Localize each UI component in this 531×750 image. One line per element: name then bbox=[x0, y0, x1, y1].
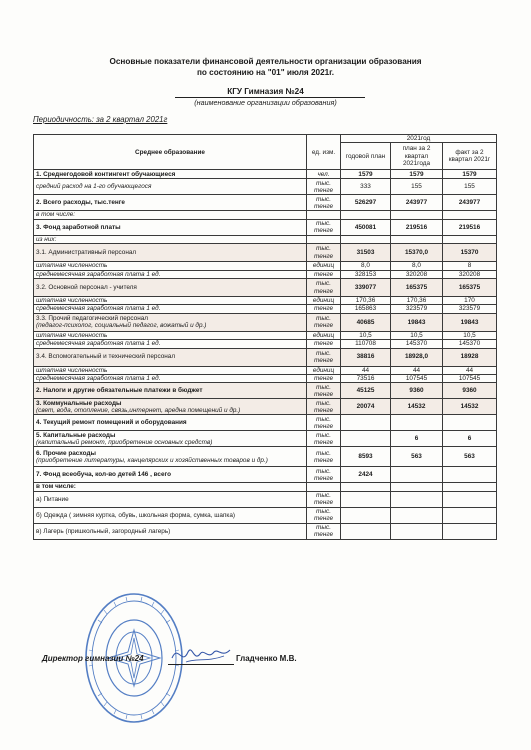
table-row bbox=[34, 467, 497, 483]
table-row bbox=[34, 235, 497, 243]
row-unit bbox=[307, 483, 341, 491]
table-row bbox=[34, 340, 497, 348]
value-quarter-plan: 145370 bbox=[391, 340, 443, 348]
value-quarter-plan: 563 bbox=[391, 447, 443, 467]
table-row bbox=[34, 507, 497, 523]
table-row bbox=[34, 366, 497, 374]
row-name-text: штатная численность bbox=[36, 331, 108, 339]
row-unit: тыс. тенге bbox=[307, 447, 341, 467]
row-unit: тыс. тенге bbox=[307, 383, 341, 399]
row-name-text: 3.4. Вспомогательный и технический персонал bbox=[36, 353, 176, 361]
row-name-text: среднемесячная заработная плата 1 ед. bbox=[36, 340, 161, 348]
value-quarter-fact: 320208 bbox=[443, 270, 497, 278]
value-quarter-plan bbox=[391, 211, 443, 219]
table-row bbox=[34, 170, 497, 179]
value-quarter-fact bbox=[443, 491, 497, 507]
row-name-text: средний расход на 1-го обучающегося bbox=[36, 183, 152, 191]
table-row bbox=[34, 331, 497, 339]
value-quarter-fact: 145370 bbox=[443, 340, 497, 348]
table-row bbox=[34, 483, 497, 491]
value-annual-plan bbox=[341, 415, 391, 431]
row-name bbox=[34, 366, 307, 374]
value-annual-plan bbox=[341, 507, 391, 523]
row-unit: тыс. тенге bbox=[307, 467, 341, 483]
row-unit bbox=[307, 235, 341, 243]
row-unit: тыс. тенге bbox=[307, 279, 341, 297]
row-name bbox=[34, 415, 307, 431]
value-annual-plan: 2424 bbox=[341, 467, 391, 483]
row-name-text: штатная численность bbox=[36, 262, 108, 270]
row-name-text: 3.3. Прочий педагогический персонал bbox=[36, 314, 149, 322]
row-unit: тыс. тенге bbox=[307, 523, 341, 539]
header-unit: ед. изм. bbox=[307, 135, 341, 170]
row-unit: единиц bbox=[307, 262, 341, 270]
value-quarter-plan: 6 bbox=[391, 431, 443, 447]
table-row bbox=[34, 279, 497, 297]
table-row bbox=[34, 399, 497, 415]
value-annual-plan: 44 bbox=[341, 366, 391, 374]
value-annual-plan: 165863 bbox=[341, 305, 391, 313]
table-row bbox=[34, 431, 497, 447]
row-name-text: в том числе: bbox=[36, 483, 76, 491]
value-quarter-plan: 323579 bbox=[391, 305, 443, 313]
row-unit: тенге bbox=[307, 375, 341, 383]
value-quarter-fact: 8 bbox=[443, 262, 497, 270]
value-annual-plan: 333 bbox=[341, 179, 391, 195]
value-quarter-fact: 165375 bbox=[443, 279, 497, 297]
row-name-text: штатная численность bbox=[36, 297, 108, 305]
value-quarter-plan: 14532 bbox=[391, 399, 443, 415]
row-name bbox=[34, 297, 307, 305]
organization-name: КГУ Гимназия №24 bbox=[227, 87, 304, 96]
value-quarter-fact bbox=[443, 211, 497, 219]
row-name bbox=[34, 340, 307, 348]
value-quarter-plan: 320208 bbox=[391, 270, 443, 278]
row-unit: тыс. тенге bbox=[307, 179, 341, 195]
row-name bbox=[34, 170, 307, 179]
value-quarter-plan bbox=[391, 415, 443, 431]
table-row bbox=[34, 270, 497, 278]
row-name-text: из них: bbox=[36, 235, 57, 243]
value-annual-plan: 8,0 bbox=[341, 262, 391, 270]
row-unit bbox=[307, 211, 341, 219]
row-name-text: 3. Коммунальные расходы bbox=[36, 399, 122, 407]
value-quarter-plan: 44 bbox=[391, 366, 443, 374]
row-name bbox=[34, 279, 307, 297]
row-unit: тыс. тенге bbox=[307, 244, 341, 262]
value-quarter-plan bbox=[391, 523, 443, 539]
table-row bbox=[34, 195, 497, 211]
value-annual-plan: 339077 bbox=[341, 279, 391, 297]
value-annual-plan: 40685 bbox=[341, 313, 391, 331]
row-name-text: в том числе: bbox=[36, 211, 76, 219]
table-row bbox=[34, 262, 497, 270]
row-unit: тенге bbox=[307, 270, 341, 278]
row-unit: тыс. тенге bbox=[307, 415, 341, 431]
value-quarter-plan: 9360 bbox=[391, 383, 443, 399]
value-quarter-fact: 1579 bbox=[443, 170, 497, 179]
value-quarter-plan bbox=[391, 483, 443, 491]
row-name-note: (свет, вода, отопление, связь,интернет, аредна помещений и др.) bbox=[36, 406, 241, 414]
financial-table bbox=[33, 134, 497, 540]
value-quarter-fact bbox=[443, 483, 497, 491]
row-name-text: среднемесячная заработная плата 1 ед. bbox=[36, 270, 161, 278]
value-annual-plan bbox=[341, 523, 391, 539]
value-quarter-plan bbox=[391, 507, 443, 523]
row-name bbox=[34, 491, 307, 507]
row-name bbox=[34, 244, 307, 262]
value-quarter-plan: 18928,0 bbox=[391, 348, 443, 366]
value-quarter-fact: 19843 bbox=[443, 313, 497, 331]
row-name-note: (приобретение литературы, канцелярских и хозяйственных товаров и др.) bbox=[36, 456, 268, 464]
value-annual-plan: 73516 bbox=[341, 375, 391, 383]
row-name-text: 2. Налоги и другие обязательные платежи в бюджет bbox=[36, 387, 203, 395]
value-quarter-fact: 9360 bbox=[443, 383, 497, 399]
value-quarter-fact: 44 bbox=[443, 366, 497, 374]
value-quarter-fact: 219516 bbox=[443, 219, 497, 235]
row-name bbox=[34, 179, 307, 195]
value-annual-plan: 38816 bbox=[341, 348, 391, 366]
row-name-note: (педагог-психолог, социальный педагог, вожатый и др.) bbox=[36, 322, 207, 330]
row-name bbox=[34, 447, 307, 467]
value-quarter-fact bbox=[443, 507, 497, 523]
value-quarter-fact bbox=[443, 415, 497, 431]
value-annual-plan: 170,36 bbox=[341, 297, 391, 305]
value-annual-plan: 45125 bbox=[341, 383, 391, 399]
row-name bbox=[34, 483, 307, 491]
value-quarter-plan: 165375 bbox=[391, 279, 443, 297]
row-name bbox=[34, 313, 307, 331]
row-name-text: штатная численность bbox=[36, 366, 108, 374]
organization-note: (наименование организации образования) bbox=[194, 98, 337, 107]
value-annual-plan bbox=[341, 235, 391, 243]
value-quarter-fact: 563 bbox=[443, 447, 497, 467]
value-quarter-plan: 243977 bbox=[391, 195, 443, 211]
value-quarter-plan: 170,36 bbox=[391, 297, 443, 305]
row-name bbox=[34, 211, 307, 219]
value-quarter-fact: 6 bbox=[443, 431, 497, 447]
row-name-text: б) Одежда ( зимняя куртка, обувь, школьная форма, сумка, шапка) bbox=[36, 511, 236, 519]
row-name bbox=[34, 399, 307, 415]
value-annual-plan: 328153 bbox=[341, 270, 391, 278]
row-name bbox=[34, 523, 307, 539]
row-unit: чел. bbox=[307, 170, 341, 179]
row-name-text: среднемесячная заработная плата 1 ед. bbox=[36, 375, 161, 383]
value-quarter-fact: 155 bbox=[443, 179, 497, 195]
table-row bbox=[34, 383, 497, 399]
table-row bbox=[34, 523, 497, 539]
row-name bbox=[34, 331, 307, 339]
value-annual-plan: 10,5 bbox=[341, 331, 391, 339]
row-unit: тыс. тенге bbox=[307, 431, 341, 447]
row-unit: тенге bbox=[307, 340, 341, 348]
row-name-text: 3. Фонд заработной платы bbox=[36, 223, 121, 231]
report-date: по состоянию на "01" июля 2021г. bbox=[196, 68, 335, 77]
row-unit: тыс. тенге bbox=[307, 195, 341, 211]
value-quarter-plan: 10,5 bbox=[391, 331, 443, 339]
value-quarter-plan: 15370,0 bbox=[391, 244, 443, 262]
value-annual-plan bbox=[341, 483, 391, 491]
table-row bbox=[34, 179, 497, 195]
header-fact-quarter: факт за 2 квартал 2021г bbox=[443, 143, 497, 170]
value-annual-plan bbox=[341, 431, 391, 447]
header-name: Среднее образование bbox=[34, 135, 307, 170]
value-annual-plan: 31503 bbox=[341, 244, 391, 262]
value-quarter-fact: 170 bbox=[443, 297, 497, 305]
value-quarter-fact: 10,5 bbox=[443, 331, 497, 339]
row-name-text: 1. Среднегодовой контингент обучающиеся bbox=[36, 170, 176, 178]
row-name bbox=[34, 348, 307, 366]
row-unit: тыс. тенге bbox=[307, 348, 341, 366]
table-row bbox=[34, 375, 497, 383]
table-row bbox=[34, 415, 497, 431]
header-year: 2021год bbox=[341, 135, 497, 143]
value-quarter-fact bbox=[443, 467, 497, 483]
table-row bbox=[34, 244, 497, 262]
value-quarter-plan: 1579 bbox=[391, 170, 443, 179]
row-name bbox=[34, 431, 307, 447]
row-name-text: 3.1. Административный персонал bbox=[36, 249, 137, 257]
row-name bbox=[34, 305, 307, 313]
value-quarter-fact bbox=[443, 235, 497, 243]
row-name bbox=[34, 375, 307, 383]
signer-name: Гладченко М.В. bbox=[236, 654, 297, 663]
table-row bbox=[34, 211, 497, 219]
header-plan-quarter: план за 2 квартал 2021года bbox=[391, 143, 443, 170]
value-quarter-plan bbox=[391, 491, 443, 507]
value-annual-plan bbox=[341, 211, 391, 219]
row-name-text: 5. Капитальные расходы bbox=[36, 431, 116, 439]
row-name-text: 2. Всего расходы, тыс.тенге bbox=[36, 199, 125, 207]
value-quarter-fact: 107545 bbox=[443, 375, 497, 383]
row-name-text: 3.2. Основной персонал - учителя bbox=[36, 283, 137, 291]
header-plan-year: годовой план bbox=[341, 143, 391, 170]
row-name-text: 7. Фонд всеобуча, кол-во детей 146 , всего bbox=[36, 471, 172, 479]
table-row bbox=[34, 447, 497, 467]
value-quarter-plan: 8,0 bbox=[391, 262, 443, 270]
report-title: Основные показатели финансовой деятельности организации образования bbox=[109, 57, 422, 66]
row-name-text: 6. Прочие расходы bbox=[36, 449, 96, 457]
value-quarter-fact: 18928 bbox=[443, 348, 497, 366]
signature-line bbox=[168, 664, 234, 665]
row-name-text: а) Питание bbox=[36, 495, 69, 503]
table-row bbox=[34, 348, 497, 366]
value-quarter-fact bbox=[443, 523, 497, 539]
value-quarter-plan: 19843 bbox=[391, 313, 443, 331]
row-name bbox=[34, 383, 307, 399]
row-unit: тыс. тенге bbox=[307, 507, 341, 523]
value-quarter-fact: 323579 bbox=[443, 305, 497, 313]
value-quarter-fact: 15370 bbox=[443, 244, 497, 262]
signer-label: Директор гимназии №24 bbox=[42, 654, 144, 663]
row-unit: тыс. тенге bbox=[307, 399, 341, 415]
value-annual-plan: 526297 bbox=[341, 195, 391, 211]
row-unit: единиц bbox=[307, 297, 341, 305]
value-annual-plan: 8593 bbox=[341, 447, 391, 467]
value-quarter-plan: 155 bbox=[391, 179, 443, 195]
row-name bbox=[34, 195, 307, 211]
row-name bbox=[34, 219, 307, 235]
table-row bbox=[34, 305, 497, 313]
row-name bbox=[34, 235, 307, 243]
value-annual-plan: 110708 bbox=[341, 340, 391, 348]
table-row bbox=[34, 491, 497, 507]
row-name bbox=[34, 507, 307, 523]
value-quarter-plan bbox=[391, 467, 443, 483]
row-name-text: 4. Текущий ремонт помещений и оборудования bbox=[36, 419, 187, 427]
row-unit: тыс. тенге bbox=[307, 313, 341, 331]
row-name-text: среднемесячная заработная плата 1 ед. bbox=[36, 305, 161, 313]
value-quarter-plan bbox=[391, 235, 443, 243]
value-annual-plan: 450081 bbox=[341, 219, 391, 235]
value-quarter-fact: 243977 bbox=[443, 195, 497, 211]
row-name bbox=[34, 270, 307, 278]
row-name-note: (капитальный ремонт, приобретение основных средств) bbox=[36, 438, 213, 446]
row-unit: единиц bbox=[307, 331, 341, 339]
value-annual-plan: 1579 bbox=[341, 170, 391, 179]
row-unit: единиц bbox=[307, 366, 341, 374]
row-name bbox=[34, 467, 307, 483]
table-row bbox=[34, 219, 497, 235]
table-row bbox=[34, 297, 497, 305]
row-unit: тыс. тенге bbox=[307, 219, 341, 235]
value-quarter-plan: 107545 bbox=[391, 375, 443, 383]
row-unit: тенге bbox=[307, 305, 341, 313]
value-annual-plan: 20074 bbox=[341, 399, 391, 415]
row-name bbox=[34, 262, 307, 270]
row-name-text: в) Лагерь (пришкольный, загородный лагерь) bbox=[36, 527, 171, 535]
periodicity: Периодичность: за 2 квартал 2021г bbox=[33, 115, 168, 124]
value-annual-plan bbox=[341, 491, 391, 507]
table-row bbox=[34, 313, 497, 331]
value-quarter-plan: 219516 bbox=[391, 219, 443, 235]
row-unit: тыс. тенге bbox=[307, 491, 341, 507]
value-quarter-fact: 14532 bbox=[443, 399, 497, 415]
